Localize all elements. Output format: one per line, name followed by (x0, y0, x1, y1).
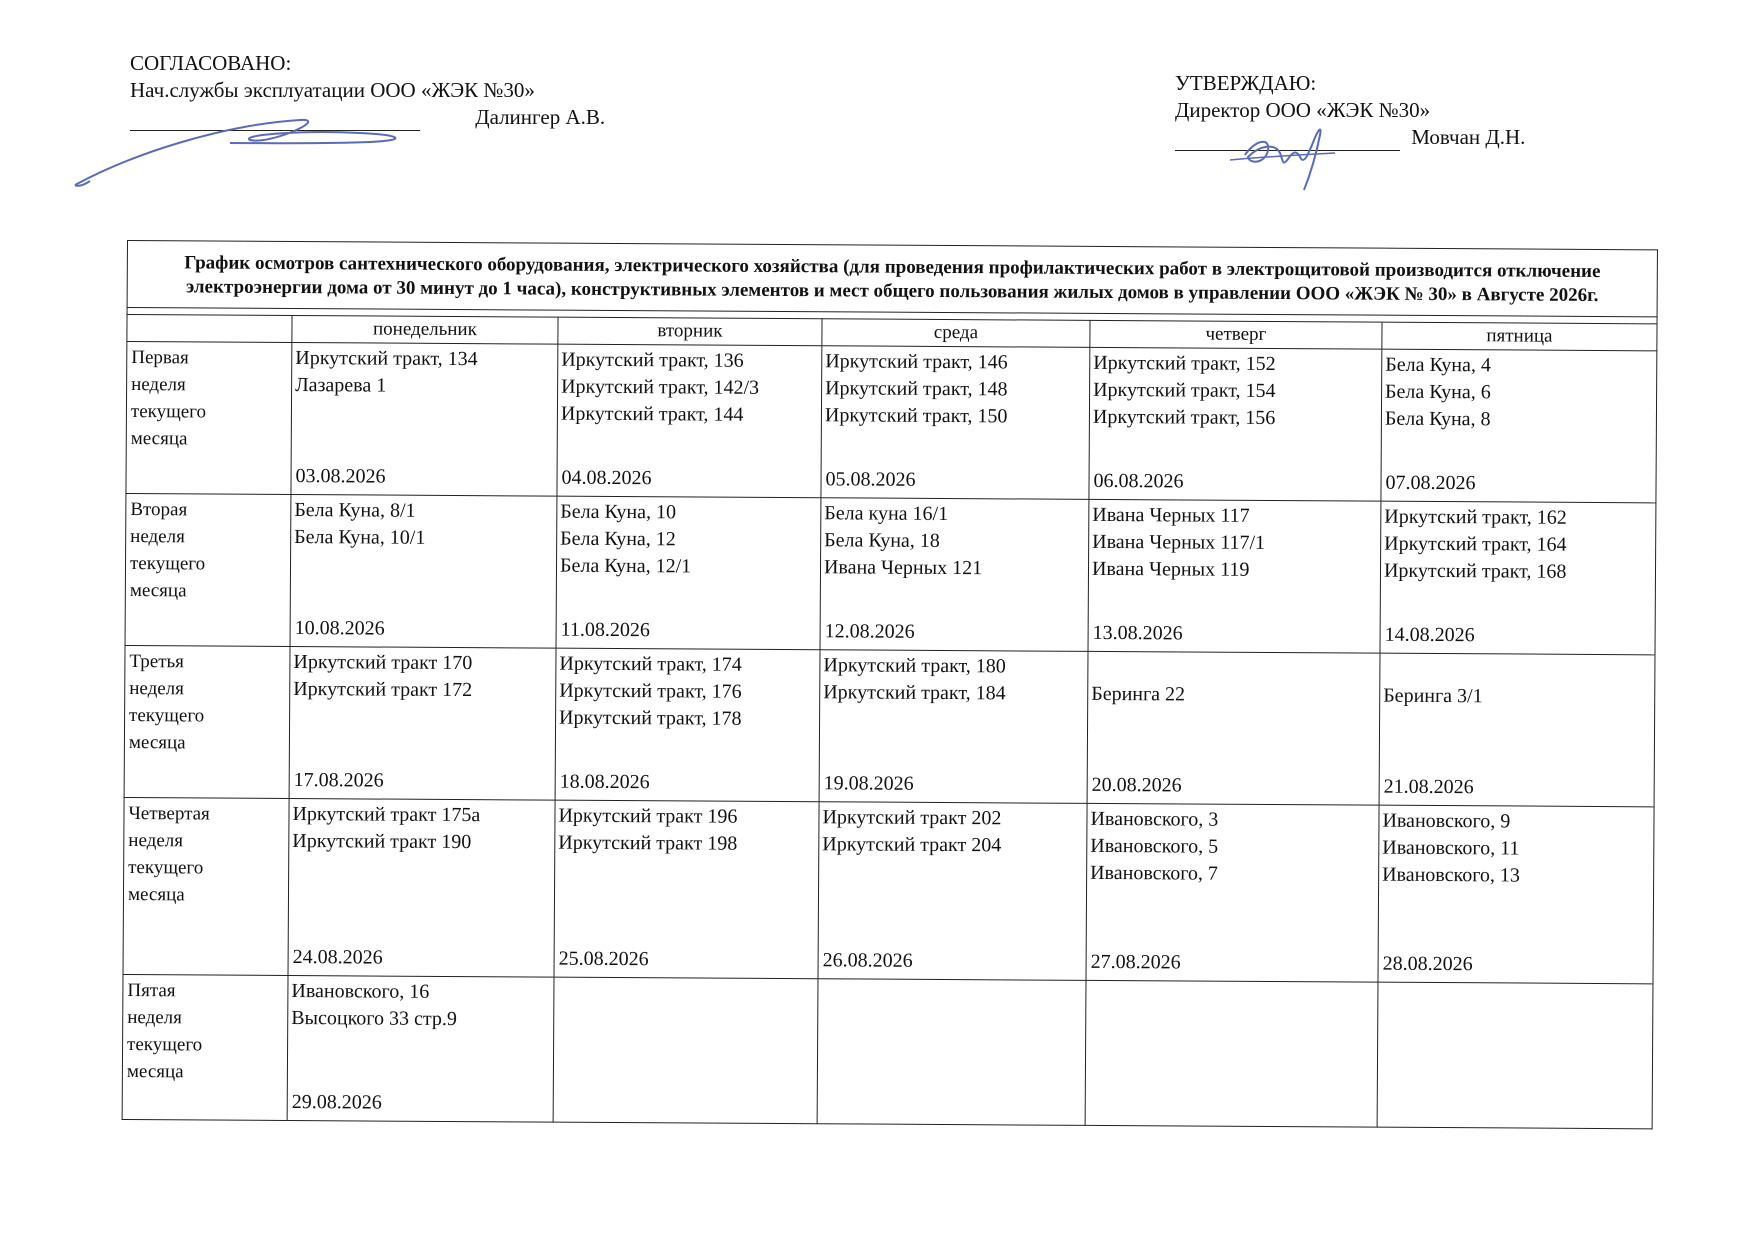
inspection-date: 10.08.2026 (294, 617, 385, 640)
inspection-date: 03.08.2026 (295, 465, 386, 488)
address: Ивановского, 16 (291, 980, 430, 1003)
address: Ивановского, 11 (1382, 836, 1520, 860)
week-label (124, 645, 290, 798)
address: Ивановского, 3 (1090, 807, 1219, 831)
week-label-line: Четвертая (128, 803, 210, 825)
address: Бела Куна, 4 (1385, 353, 1491, 377)
week-label-line: текущего (127, 1034, 203, 1056)
inspection-date: 11.08.2026 (560, 618, 650, 642)
inspection-date: 06.08.2026 (1093, 469, 1184, 493)
address: Бела Куна, 12/1 (559, 554, 692, 578)
approval-position: Директор ООО «ЖЭК №30» (1175, 98, 1431, 122)
inspection-date: 04.08.2026 (561, 466, 652, 490)
day-header: пятница (1382, 322, 1657, 351)
address: Иркутский тракт, 148 (825, 377, 1008, 401)
inspection-date: 13.08.2026 (1092, 621, 1183, 645)
week-row (122, 974, 1653, 1128)
schedule-cell (820, 498, 1089, 652)
inspection-date: 19.08.2026 (823, 772, 914, 795)
address: Бела Куна, 18 (824, 529, 940, 552)
handwritten-signature-left (70, 95, 430, 195)
corner-cell (127, 315, 292, 343)
address: Иркутский тракт, 142/3 (561, 375, 760, 399)
schedule-cell (1086, 803, 1379, 982)
address: Иркутский тракт, 176 (559, 679, 742, 703)
week-label-line: Первая (131, 347, 189, 369)
inspection-date: 21.08.2026 (1383, 775, 1474, 799)
approval-position: Нач.службы эксплуатации ООО «ЖЭК №30» (130, 78, 535, 102)
address: Ивановского, 9 (1382, 809, 1511, 833)
address: Иркутский тракт, 150 (824, 404, 1008, 428)
day-header: вторник (558, 317, 822, 346)
week-label-line: Пятая (127, 980, 176, 1002)
week-row (125, 493, 1656, 654)
schedule-cell (819, 650, 1088, 804)
inspection-date: 12.08.2026 (824, 620, 915, 643)
week-label (122, 974, 288, 1120)
inspection-date: 24.08.2026 (292, 946, 383, 969)
inspection-date: 28.08.2026 (1382, 952, 1473, 976)
address: Иркутский тракт, 154 (1093, 378, 1276, 403)
schedule-cell (821, 346, 1090, 500)
schedule-cell (291, 343, 558, 497)
address: Бела Куна, 6 (1385, 380, 1491, 404)
address: Ивановского, 5 (1090, 834, 1219, 858)
address: Беринга 22 (1091, 682, 1186, 706)
inspection-date: 26.08.2026 (822, 949, 913, 972)
address: Иркутский тракт, 174 (559, 652, 742, 676)
approver-name: Мовчан Д.Н. (1411, 125, 1526, 149)
inspection-date: 27.08.2026 (1090, 950, 1181, 974)
day-header: среда (822, 319, 1090, 348)
schedule-cell (1378, 805, 1654, 984)
approver-name: Далингер А.В. (475, 105, 606, 129)
address: Беринга 3/1 (1383, 684, 1483, 708)
schedule-cell (1085, 980, 1378, 1127)
address: Ивана Черных 117/1 (1092, 530, 1266, 554)
schedule-cell (1379, 653, 1655, 807)
week-row (123, 797, 1654, 983)
inspection-date: 25.08.2026 (558, 947, 649, 971)
inspection-date: 17.08.2026 (293, 769, 384, 792)
inspection-date: 20.08.2026 (1091, 773, 1182, 797)
week-label-line: текущего (129, 553, 206, 575)
week-label-line: месяца (129, 580, 187, 602)
week-label-line: месяца (130, 428, 188, 450)
address: Иркутский тракт 190 (292, 830, 472, 854)
address: Бела Куна, 8/1 (294, 499, 416, 522)
address: Иркутский тракт, 164 (1384, 532, 1567, 556)
address: Ивановского, 13 (1382, 863, 1521, 887)
week-label-line: текущего (128, 857, 204, 879)
address: Иркутский тракт, 178 (559, 706, 742, 730)
week-label-line: неделя (129, 678, 184, 700)
week-row (126, 342, 1657, 503)
week-label-line: неделя (128, 830, 184, 852)
schedule-cell (817, 979, 1086, 1126)
address: Лазарева 1 (295, 374, 387, 397)
address: Иркутский тракт, 144 (560, 402, 744, 426)
address: Иркутский тракт, 156 (1092, 405, 1276, 430)
inspection-date: 05.08.2026 (825, 468, 916, 491)
day-header: четверг (1090, 320, 1382, 349)
schedule-title: График осмотров сантехнического оборудования, электрического хозяйства (для проведения профилактических работ в электрощитовой производится отключение электроэнергии дома от 30 минут до 1 часа), конструктивных элементов и мест общего пользования жилых домов в управлении ООО «ЖЭК № 30» в Августе 2026г. (127, 241, 1657, 317)
schedule-cell (1087, 651, 1380, 805)
schedule-cell (556, 496, 821, 650)
address: Иркутский тракт 198 (558, 831, 738, 855)
approval-heading: СОГЛАСОВАНО: (130, 51, 292, 75)
address: Иркутский тракт 202 (822, 806, 1002, 830)
week-label-line: неделя (127, 1007, 182, 1029)
address: Иркутский тракт, 162 (1384, 505, 1567, 529)
address: Иркутский тракт, 168 (1383, 559, 1567, 583)
week-label-line: неделя (131, 374, 186, 396)
week-label-line: месяца (127, 884, 185, 906)
schedule-cell (287, 975, 554, 1122)
schedule-cell (1089, 347, 1382, 501)
schedule-cell (1380, 501, 1656, 655)
schedule-cell (288, 799, 555, 978)
schedule-table (122, 240, 1658, 1129)
handwritten-signature-right (1230, 115, 1340, 195)
week-label-line: неделя (130, 526, 185, 548)
address: Ивана Черных 117 (1092, 503, 1250, 527)
schedule-cell (290, 495, 557, 649)
week-label-line: месяца (128, 732, 186, 754)
week-label-line: Вторая (130, 499, 188, 521)
schedule-cell (289, 647, 556, 801)
address: Иркутский тракт, 180 (823, 654, 1006, 678)
inspection-date: 07.08.2026 (1385, 471, 1476, 495)
address: Бела Куна, 10/1 (294, 526, 426, 549)
week-label-line: текущего (130, 401, 207, 423)
week-label (123, 797, 289, 975)
inspection-date: 18.08.2026 (559, 770, 650, 794)
address: Бела куна 16/1 (824, 502, 949, 526)
address: Иркутский тракт, 136 (561, 348, 744, 372)
address: Ивана Черных 121 (823, 556, 983, 580)
week-label (125, 493, 291, 646)
address: Иркутский тракт, 184 (823, 681, 1006, 705)
schedule-cell (555, 648, 820, 802)
address: Ивановского, 7 (1090, 861, 1219, 885)
address: Бела Куна, 8 (1384, 407, 1491, 431)
address: Иркутский тракт, 146 (825, 350, 1008, 374)
week-label (126, 342, 292, 495)
address: Иркутский тракт 170 (293, 651, 473, 675)
address: Ивана Черных 119 (1091, 557, 1250, 581)
schedule-cell (554, 800, 819, 979)
address: Иркутский тракт, 134 (295, 347, 478, 371)
address: Иркутский тракт, 152 (1093, 351, 1276, 376)
address: Иркутский тракт 175а (292, 803, 481, 827)
address: Высоцкого 33 стр.9 (291, 1007, 457, 1031)
address: Бела Куна, 10 (560, 500, 677, 524)
schedule-cell (553, 977, 818, 1124)
schedule-cell (1377, 982, 1653, 1129)
approval-heading: УТВЕРЖДАЮ: (1175, 71, 1317, 95)
schedule-cell (1381, 349, 1657, 503)
address (1091, 654, 1376, 683)
inspection-date: 14.08.2026 (1384, 623, 1475, 647)
schedule-cell (818, 802, 1087, 981)
address (1383, 656, 1651, 685)
inspection-date: 29.08.2026 (291, 1091, 382, 1114)
day-header: понедельник (292, 316, 558, 345)
schedule-cell (1088, 499, 1381, 653)
schedule-cell (557, 344, 822, 498)
week-label-line: месяца (126, 1061, 184, 1083)
address: Иркутский тракт 196 (558, 804, 738, 828)
address: Иркутский тракт 204 (822, 833, 1002, 857)
week-label-line: Третья (129, 651, 185, 673)
address: Иркутский тракт 172 (293, 678, 473, 702)
week-label-line: текущего (129, 705, 205, 727)
address: Бела Куна, 12 (560, 527, 676, 551)
week-row (124, 645, 1655, 806)
